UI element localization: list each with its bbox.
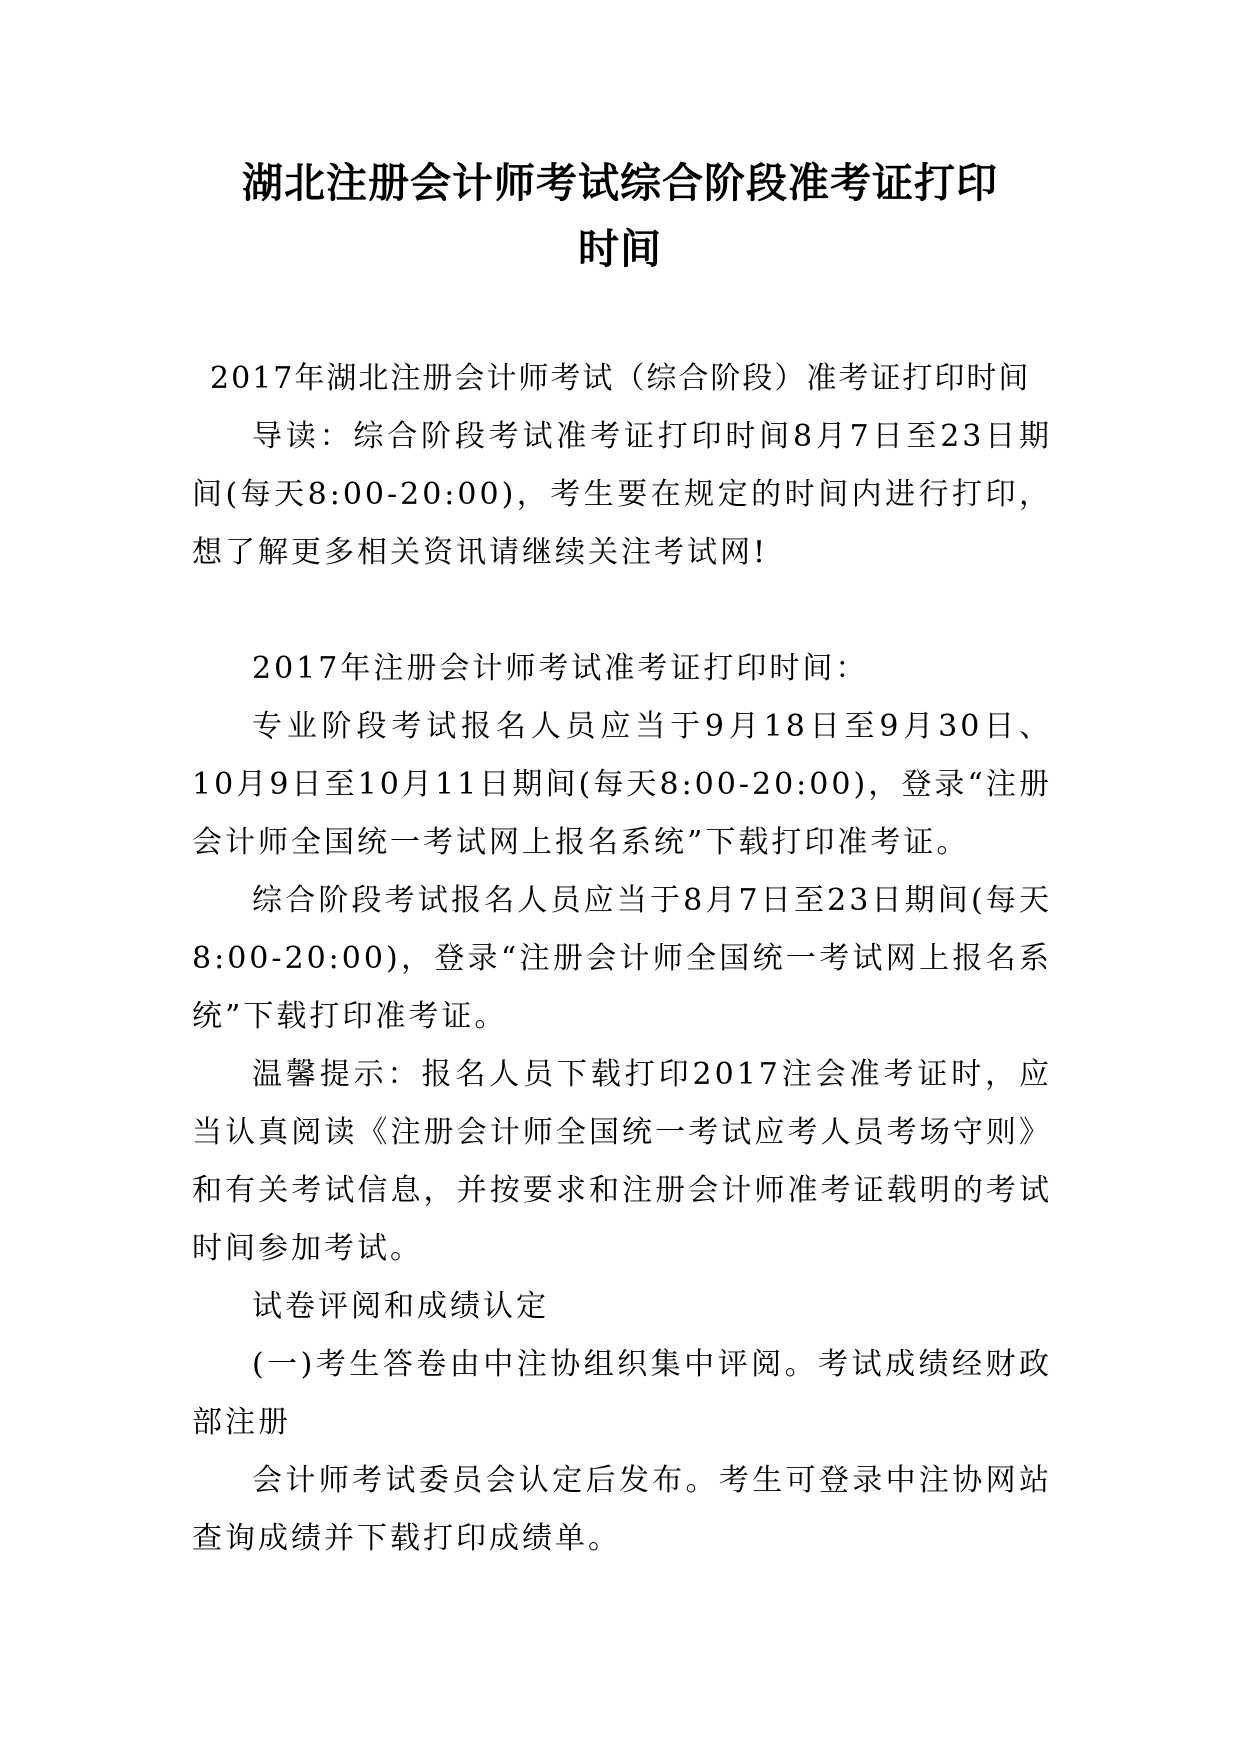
- document-body: [192, 350, 1052, 1568]
- paragraph-reminder: 温馨提示：报名人员下载打印2017注会准考证时，应当认真阅读《注册会计师全国统一考试应考人员考场守则》和有关考试信息，并按要求和注册会计师准考证载明的考试时间参加考试。: [192, 1057, 1052, 1266]
- title-line-2: 时间: [578, 225, 662, 273]
- subtitle: 2017年湖北注册会计师考试（综合阶段）准考证打印时间: [210, 361, 1031, 396]
- paragraph-professional-stage: 专业阶段考试报名人员应当于9月18日至9月30日、10月9日至10月11日期间(每天8:00-20:00)，登录“注册会计师全国统一考试网上报名系统”下载打印准考证。: [192, 709, 1052, 860]
- blank-line: [192, 582, 1052, 640]
- title-line-1: 湖北注册会计师考试综合阶段准考证打印: [242, 159, 998, 207]
- paragraph-intro: 导读：综合阶段考试准考证打印时间8月7日至23日期间(每天8:00-20:00)，考生要在规定的时间内进行打印，想了解更多相关资讯请继续关注考试网!: [192, 419, 1052, 570]
- document-title: [190, 150, 1050, 282]
- paragraph-comprehensive-stage: 综合阶段考试报名人员应当于8月7日至23日期间(每天8:00-20:00)，登录“注册会计师全国统一考试网上报名系统”下载打印准考证。: [192, 883, 1052, 1034]
- paragraph-grading-2: 会计师考试委员会认定后发布。考生可登录中注协网站查询成绩并下载打印成绩单。: [192, 1463, 1052, 1556]
- paragraph-heading-print-time: 2017年注册会计师考试准考证打印时间：: [252, 651, 869, 686]
- paragraph-grading-1: (一)考生答卷由中注协组织集中评阅。考试成绩经财政部注册: [192, 1347, 1052, 1440]
- paragraph-heading-grading: 试卷评阅和成绩认定: [252, 1289, 549, 1324]
